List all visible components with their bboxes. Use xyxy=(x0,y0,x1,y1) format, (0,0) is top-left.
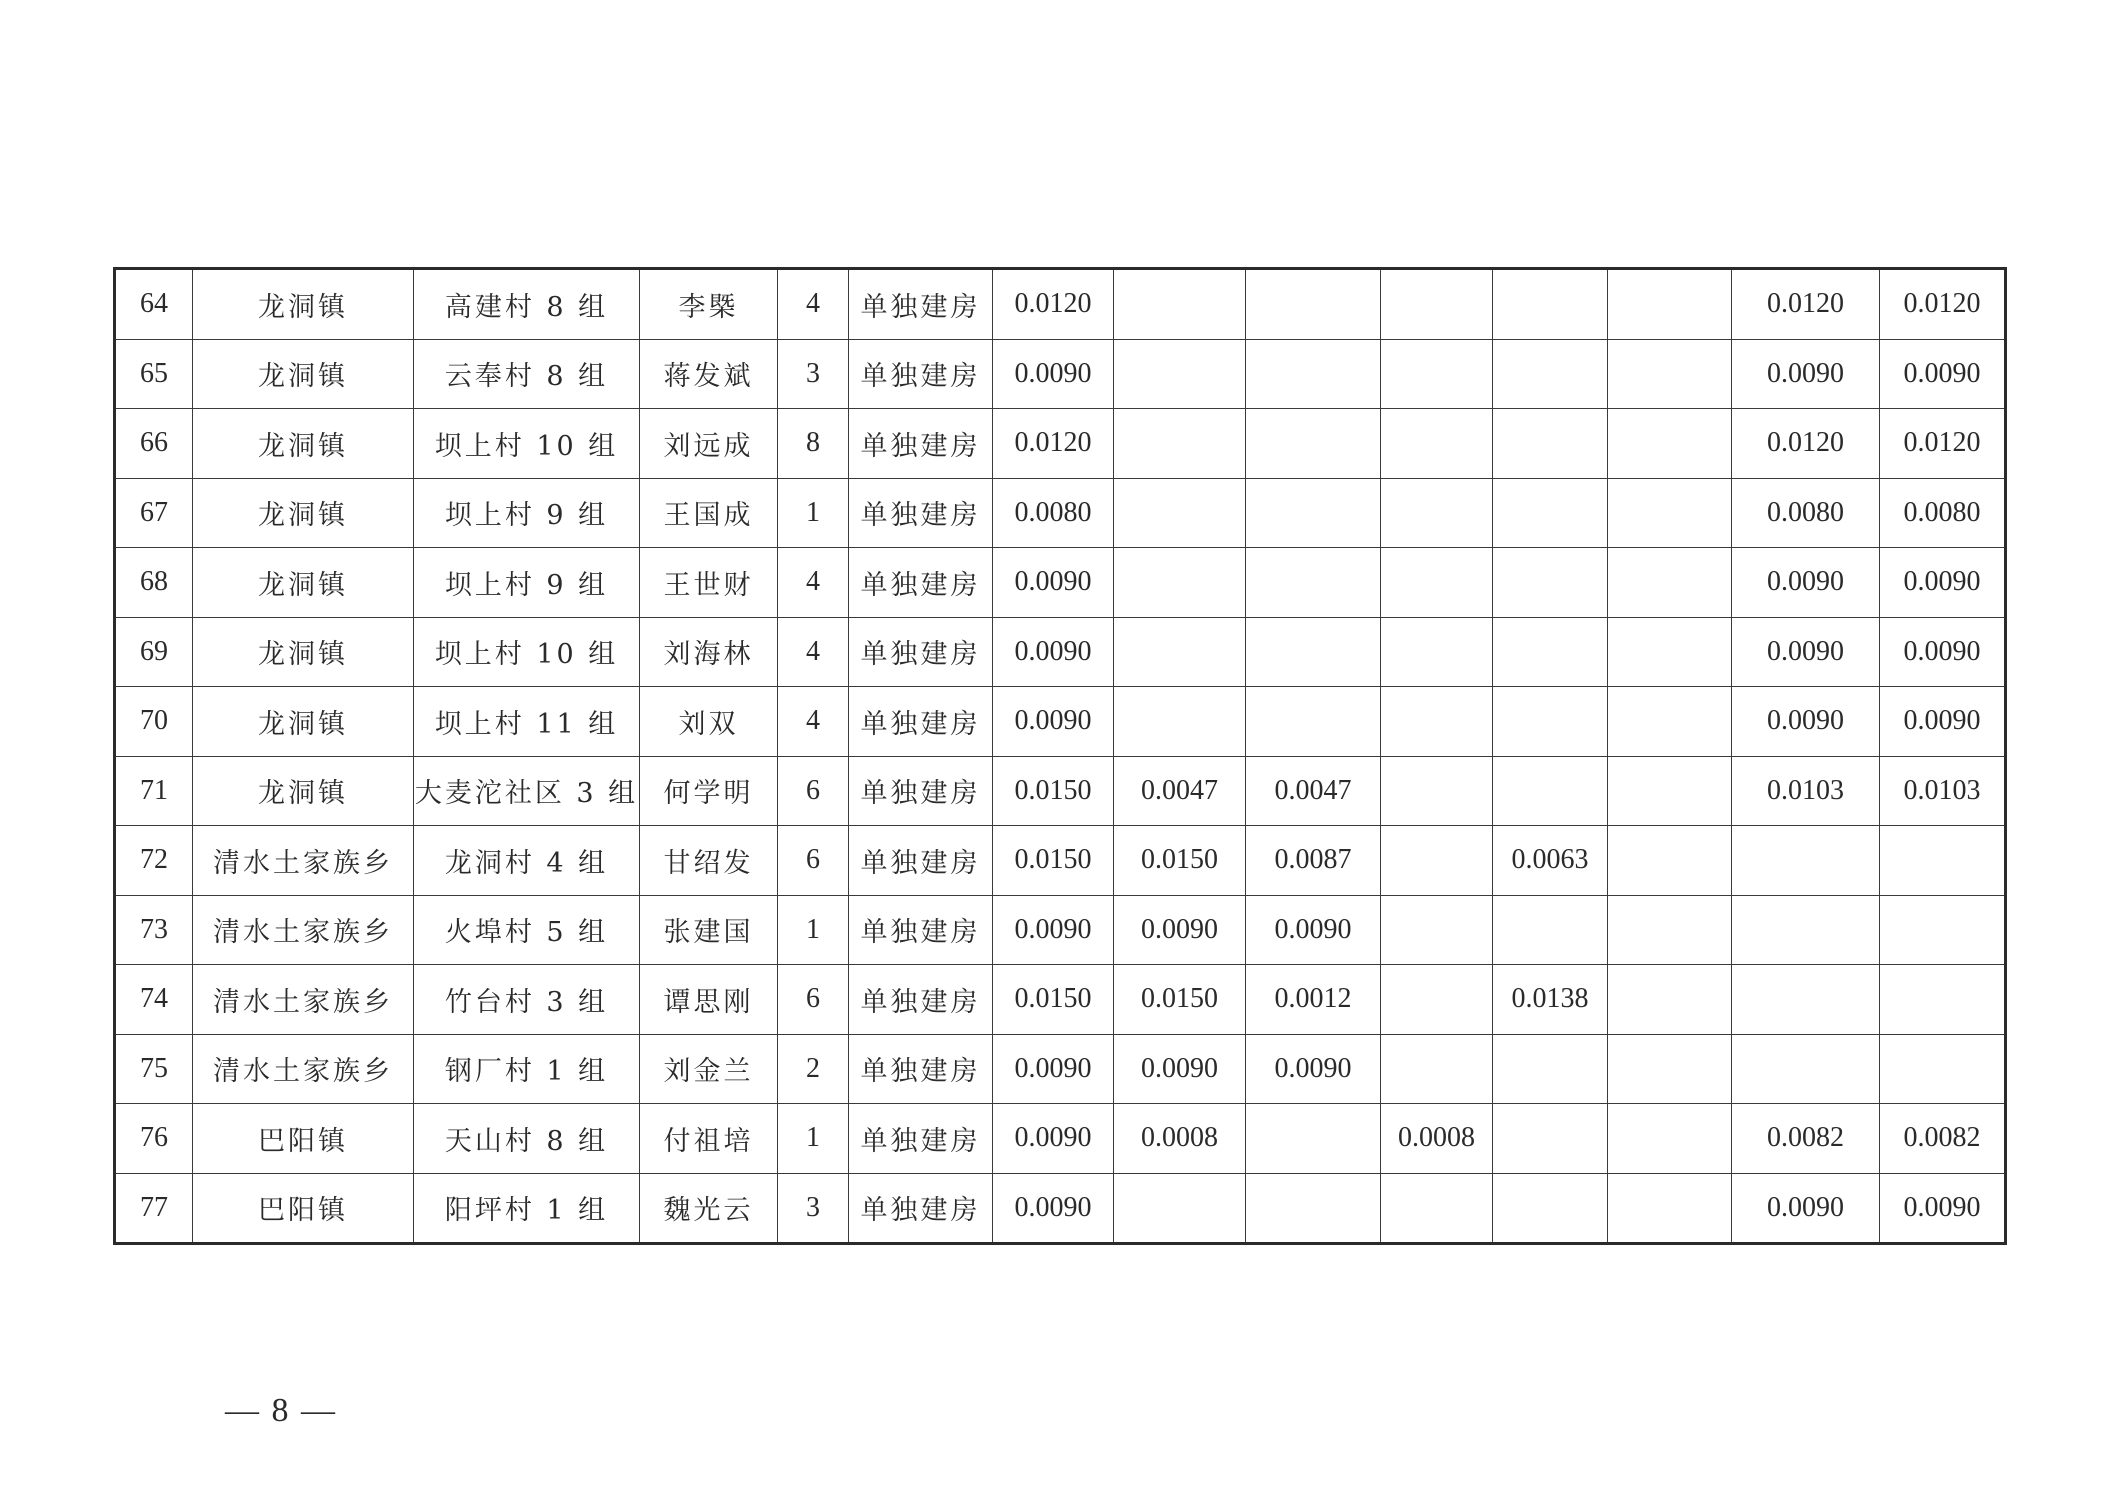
cell-row-number: 77 xyxy=(115,1173,193,1244)
cell-village-group: 高建村 8 组 xyxy=(414,269,640,340)
cell-area-2 xyxy=(1114,548,1246,618)
cell-row-number: 71 xyxy=(115,756,193,826)
cell-area-8: 0.0120 xyxy=(1880,269,2006,340)
cell-area-6 xyxy=(1608,895,1732,965)
cell-village-group: 天山村 8 组 xyxy=(414,1104,640,1174)
table-row xyxy=(115,826,2006,896)
cell-household-size: 1 xyxy=(778,1104,849,1174)
table-row xyxy=(115,478,2006,548)
cell-build-type: 单独建房 xyxy=(849,478,993,548)
cell-area-2: 0.0047 xyxy=(1114,756,1246,826)
cell-household-name: 蒋发斌 xyxy=(640,339,778,409)
cell-area-1: 0.0120 xyxy=(993,269,1114,340)
cell-household-size: 3 xyxy=(778,339,849,409)
cell-area-6 xyxy=(1608,409,1732,479)
cell-row-number: 75 xyxy=(115,1034,193,1104)
cell-area-4: 0.0008 xyxy=(1381,1104,1493,1174)
cell-area-4 xyxy=(1381,409,1493,479)
cell-area-4 xyxy=(1381,478,1493,548)
cell-area-1: 0.0090 xyxy=(993,1034,1114,1104)
cell-area-6 xyxy=(1608,756,1732,826)
cell-row-number: 73 xyxy=(115,895,193,965)
cell-area-7: 0.0090 xyxy=(1732,548,1880,618)
cell-row-number: 76 xyxy=(115,1104,193,1174)
cell-township: 巴阳镇 xyxy=(193,1104,414,1174)
cell-township: 龙洞镇 xyxy=(193,269,414,340)
cell-village-group: 阳坪村 1 组 xyxy=(414,1173,640,1244)
cell-build-type: 单独建房 xyxy=(849,687,993,757)
cell-area-8 xyxy=(1880,965,2006,1035)
cell-area-3 xyxy=(1246,478,1381,548)
cell-build-type: 单独建房 xyxy=(849,409,993,479)
cell-area-1: 0.0080 xyxy=(993,478,1114,548)
cell-area-8: 0.0090 xyxy=(1880,1173,2006,1244)
cell-area-1: 0.0090 xyxy=(993,548,1114,618)
cell-area-7: 0.0082 xyxy=(1732,1104,1880,1174)
cell-township: 龙洞镇 xyxy=(193,478,414,548)
cell-household-size: 3 xyxy=(778,1173,849,1244)
cell-household-name: 张建国 xyxy=(640,895,778,965)
cell-area-1: 0.0150 xyxy=(993,756,1114,826)
table-row xyxy=(115,687,2006,757)
table-row xyxy=(115,895,2006,965)
cell-row-number: 67 xyxy=(115,478,193,548)
cell-village-group: 龙洞村 4 组 xyxy=(414,826,640,896)
cell-row-number: 72 xyxy=(115,826,193,896)
cell-area-2 xyxy=(1114,617,1246,687)
cell-area-5 xyxy=(1493,1034,1608,1104)
cell-area-6 xyxy=(1608,478,1732,548)
cell-area-3: 0.0090 xyxy=(1246,1034,1381,1104)
cell-build-type: 单独建房 xyxy=(849,548,993,618)
cell-area-5 xyxy=(1493,1104,1608,1174)
cell-household-size: 4 xyxy=(778,269,849,340)
cell-township: 龙洞镇 xyxy=(193,756,414,826)
cell-area-5 xyxy=(1493,548,1608,618)
table-body xyxy=(115,269,2006,1244)
cell-area-4 xyxy=(1381,548,1493,618)
cell-area-7: 0.0080 xyxy=(1732,478,1880,548)
cell-area-3 xyxy=(1246,687,1381,757)
cell-township: 巴阳镇 xyxy=(193,1173,414,1244)
cell-build-type: 单独建房 xyxy=(849,756,993,826)
cell-household-name: 何学明 xyxy=(640,756,778,826)
cell-area-1: 0.0090 xyxy=(993,687,1114,757)
cell-area-5 xyxy=(1493,339,1608,409)
cell-row-number: 74 xyxy=(115,965,193,1035)
cell-area-2 xyxy=(1114,478,1246,548)
table-row xyxy=(115,339,2006,409)
cell-area-4 xyxy=(1381,965,1493,1035)
cell-township: 龙洞镇 xyxy=(193,617,414,687)
cell-area-3 xyxy=(1246,409,1381,479)
cell-area-1: 0.0090 xyxy=(993,617,1114,687)
cell-build-type: 单独建房 xyxy=(849,1034,993,1104)
cell-area-3: 0.0090 xyxy=(1246,895,1381,965)
cell-row-number: 70 xyxy=(115,687,193,757)
cell-build-type: 单独建房 xyxy=(849,269,993,340)
cell-village-group: 坝上村 9 组 xyxy=(414,478,640,548)
cell-area-6 xyxy=(1608,617,1732,687)
cell-area-3: 0.0087 xyxy=(1246,826,1381,896)
cell-household-size: 4 xyxy=(778,617,849,687)
cell-area-3 xyxy=(1246,339,1381,409)
cell-area-2: 0.0150 xyxy=(1114,826,1246,896)
cell-household-name: 魏光云 xyxy=(640,1173,778,1244)
cell-row-number: 69 xyxy=(115,617,193,687)
cell-area-4 xyxy=(1381,756,1493,826)
cell-area-6 xyxy=(1608,1104,1732,1174)
cell-area-5 xyxy=(1493,617,1608,687)
table-row xyxy=(115,965,2006,1035)
cell-area-8: 0.0090 xyxy=(1880,548,2006,618)
cell-row-number: 68 xyxy=(115,548,193,618)
cell-household-size: 6 xyxy=(778,756,849,826)
cell-village-group: 坝上村 10 组 xyxy=(414,617,640,687)
cell-township: 龙洞镇 xyxy=(193,687,414,757)
cell-area-2 xyxy=(1114,687,1246,757)
cell-build-type: 单独建房 xyxy=(849,1104,993,1174)
cell-household-size: 6 xyxy=(778,965,849,1035)
cell-area-2 xyxy=(1114,269,1246,340)
cell-township: 清水土家族乡 xyxy=(193,826,414,896)
cell-area-5 xyxy=(1493,895,1608,965)
cell-household-size: 1 xyxy=(778,895,849,965)
cell-area-8: 0.0080 xyxy=(1880,478,2006,548)
cell-area-6 xyxy=(1608,965,1732,1035)
table-row xyxy=(115,269,2006,340)
cell-area-3: 0.0047 xyxy=(1246,756,1381,826)
cell-township: 清水土家族乡 xyxy=(193,895,414,965)
cell-area-8: 0.0103 xyxy=(1880,756,2006,826)
cell-area-5 xyxy=(1493,478,1608,548)
cell-area-2: 0.0090 xyxy=(1114,1034,1246,1104)
cell-household-name: 王世财 xyxy=(640,548,778,618)
cell-build-type: 单独建房 xyxy=(849,895,993,965)
cell-household-size: 2 xyxy=(778,1034,849,1104)
cell-area-3: 0.0012 xyxy=(1246,965,1381,1035)
cell-household-name: 刘海林 xyxy=(640,617,778,687)
cell-area-7: 0.0120 xyxy=(1732,409,1880,479)
cell-village-group: 竹台村 3 组 xyxy=(414,965,640,1035)
cell-area-6 xyxy=(1608,1034,1732,1104)
cell-area-7 xyxy=(1732,895,1880,965)
cell-area-4 xyxy=(1381,339,1493,409)
cell-area-8: 0.0090 xyxy=(1880,339,2006,409)
cell-household-name: 王国成 xyxy=(640,478,778,548)
cell-household-size: 4 xyxy=(778,687,849,757)
cell-household-name: 谭思刚 xyxy=(640,965,778,1035)
cell-area-4 xyxy=(1381,1034,1493,1104)
cell-area-2 xyxy=(1114,1173,1246,1244)
cell-area-2: 0.0090 xyxy=(1114,895,1246,965)
cell-household-name: 付祖培 xyxy=(640,1104,778,1174)
cell-area-1: 0.0120 xyxy=(993,409,1114,479)
cell-township: 龙洞镇 xyxy=(193,548,414,618)
cell-village-group: 钢厂村 1 组 xyxy=(414,1034,640,1104)
cell-township: 清水土家族乡 xyxy=(193,965,414,1035)
cell-area-5 xyxy=(1493,269,1608,340)
table-row xyxy=(115,1104,2006,1174)
cell-area-8 xyxy=(1880,826,2006,896)
cell-area-1: 0.0150 xyxy=(993,965,1114,1035)
cell-build-type: 单独建房 xyxy=(849,339,993,409)
cell-area-7 xyxy=(1732,826,1880,896)
cell-household-name: 刘远成 xyxy=(640,409,778,479)
cell-area-1: 0.0090 xyxy=(993,1173,1114,1244)
table-row xyxy=(115,548,2006,618)
cell-area-5 xyxy=(1493,687,1608,757)
cell-area-2 xyxy=(1114,409,1246,479)
cell-area-5: 0.0138 xyxy=(1493,965,1608,1035)
cell-row-number: 65 xyxy=(115,339,193,409)
cell-area-6 xyxy=(1608,339,1732,409)
cell-area-2: 0.0008 xyxy=(1114,1104,1246,1174)
cell-area-6 xyxy=(1608,826,1732,896)
cell-area-6 xyxy=(1608,548,1732,618)
cell-township: 龙洞镇 xyxy=(193,339,414,409)
cell-area-1: 0.0150 xyxy=(993,826,1114,896)
cell-area-4 xyxy=(1381,687,1493,757)
cell-build-type: 单独建房 xyxy=(849,965,993,1035)
cell-village-group: 坝上村 11 组 xyxy=(414,687,640,757)
cell-area-4 xyxy=(1381,895,1493,965)
cell-area-8: 0.0090 xyxy=(1880,687,2006,757)
cell-area-8 xyxy=(1880,1034,2006,1104)
cell-area-3 xyxy=(1246,548,1381,618)
land-use-table xyxy=(113,267,2007,1245)
cell-area-1: 0.0090 xyxy=(993,895,1114,965)
cell-area-1: 0.0090 xyxy=(993,339,1114,409)
cell-area-6 xyxy=(1608,269,1732,340)
cell-area-7: 0.0090 xyxy=(1732,339,1880,409)
cell-area-4 xyxy=(1381,617,1493,687)
cell-area-8: 0.0120 xyxy=(1880,409,2006,479)
table-row xyxy=(115,1034,2006,1104)
cell-area-7: 0.0103 xyxy=(1732,756,1880,826)
cell-village-group: 坝上村 10 组 xyxy=(414,409,640,479)
cell-area-5: 0.0063 xyxy=(1493,826,1608,896)
cell-household-size: 6 xyxy=(778,826,849,896)
cell-area-8: 0.0082 xyxy=(1880,1104,2006,1174)
cell-area-7 xyxy=(1732,965,1880,1035)
cell-area-8: 0.0090 xyxy=(1880,617,2006,687)
cell-area-4 xyxy=(1381,1173,1493,1244)
cell-area-8 xyxy=(1880,895,2006,965)
cell-area-1: 0.0090 xyxy=(993,1104,1114,1174)
cell-area-5 xyxy=(1493,1173,1608,1244)
page-number: — 8 — xyxy=(225,1392,337,1429)
cell-area-4 xyxy=(1381,826,1493,896)
cell-area-2 xyxy=(1114,339,1246,409)
cell-row-number: 64 xyxy=(115,269,193,340)
cell-build-type: 单独建房 xyxy=(849,826,993,896)
cell-area-5 xyxy=(1493,409,1608,479)
cell-area-4 xyxy=(1381,269,1493,340)
cell-household-size: 4 xyxy=(778,548,849,618)
cell-area-3 xyxy=(1246,269,1381,340)
cell-area-7: 0.0090 xyxy=(1732,1173,1880,1244)
cell-household-name: 刘双 xyxy=(640,687,778,757)
table-row xyxy=(115,409,2006,479)
cell-household-name: 甘绍发 xyxy=(640,826,778,896)
cell-area-7 xyxy=(1732,1034,1880,1104)
cell-village-group: 坝上村 9 组 xyxy=(414,548,640,618)
table-row xyxy=(115,756,2006,826)
cell-area-2: 0.0150 xyxy=(1114,965,1246,1035)
cell-area-7: 0.0090 xyxy=(1732,687,1880,757)
cell-village-group: 云奉村 8 组 xyxy=(414,339,640,409)
cell-area-3 xyxy=(1246,1104,1381,1174)
cell-township: 龙洞镇 xyxy=(193,409,414,479)
cell-build-type: 单独建房 xyxy=(849,617,993,687)
table-row xyxy=(115,1173,2006,1244)
cell-household-size: 1 xyxy=(778,478,849,548)
cell-build-type: 单独建房 xyxy=(849,1173,993,1244)
cell-area-6 xyxy=(1608,1173,1732,1244)
cell-household-size: 8 xyxy=(778,409,849,479)
cell-area-5 xyxy=(1493,756,1608,826)
table-row xyxy=(115,617,2006,687)
cell-area-6 xyxy=(1608,687,1732,757)
cell-township: 清水土家族乡 xyxy=(193,1034,414,1104)
cell-area-3 xyxy=(1246,1173,1381,1244)
cell-household-name: 刘金兰 xyxy=(640,1034,778,1104)
cell-area-7: 0.0090 xyxy=(1732,617,1880,687)
cell-village-group: 火埠村 5 组 xyxy=(414,895,640,965)
cell-village-group: 大麦沱社区 3 组 xyxy=(414,756,640,826)
cell-area-7: 0.0120 xyxy=(1732,269,1880,340)
cell-row-number: 66 xyxy=(115,409,193,479)
cell-area-3 xyxy=(1246,617,1381,687)
cell-household-name: 李槩 xyxy=(640,269,778,340)
